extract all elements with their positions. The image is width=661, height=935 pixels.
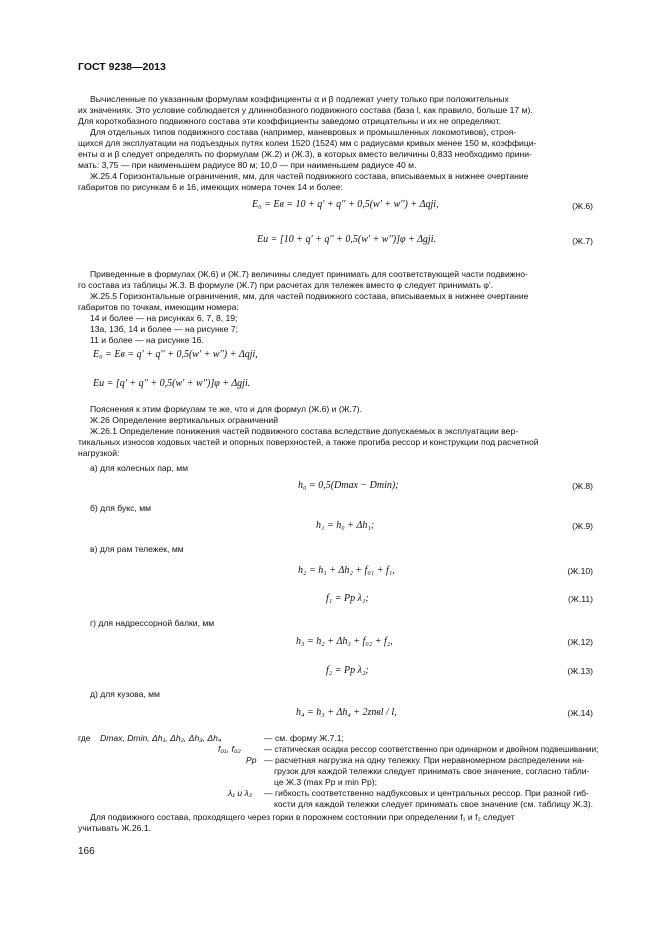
formula-zh12: h₃ = h₂ + Δh₃ + f₀₂ + f₂, — [296, 636, 393, 647]
formula-number: (Ж.10) — [567, 566, 593, 576]
where-text: це Ж.3 (max Pр и min Pр); — [274, 777, 378, 787]
where-symbol: f₀₁, f₀₂ — [218, 744, 241, 754]
formula-number: (Ж.8) — [572, 481, 593, 491]
formula-number: (Ж.14) — [567, 708, 593, 718]
formula-zh6: E₀ = Eв = 10 + q' + q'' + 0,5(w' + w'') + Δqji, — [252, 199, 439, 210]
item-label: а) для колесных пар, мм — [90, 463, 189, 473]
formula-number: (Ж.6) — [572, 201, 593, 211]
where-text: — расчетная нагрузка на одну тележку. При неравномерном распределении на- — [264, 755, 585, 765]
list-item: 13а, 13б, 14 и более — на рисунке 7; — [90, 324, 238, 334]
paragraph-line: Для подвижного состава, проходящего через горки в порожнем состоянии при определении f₁ и f₂ следует — [90, 812, 515, 822]
formula-ei-lower: Eи = [q' + q'' + 0,5(w' + w'')]φ + Δgji. — [93, 378, 251, 389]
page-number: 166 — [78, 846, 95, 857]
where-prefix: где — [78, 733, 91, 743]
paragraph-line: го состава из таблицы Ж.3. В формуле (Ж.7) при расчетах для тележек вместо φ следует принимать φ'. — [78, 280, 494, 290]
formula-zh13: f₂ = Pр λ₂; — [326, 665, 369, 676]
formula-zh10: h₂ = h₁ + Δh₂ + f₀₁ + f₁, — [298, 565, 395, 576]
paragraph-line: Ж.26.1 Определение понижения частей подвижного состава вследствие допускаемых в эксплуатации вер- — [90, 426, 519, 436]
item-label: д) для кузова, мм — [90, 689, 160, 699]
formula-zh14: h₄ = h₃ + Δh₄ + 2znвl / l, — [296, 707, 397, 718]
where-text: — см. форму Ж.7.1; — [264, 733, 344, 743]
paragraph-line: мать: 3,75 — при наименьшем радиусе 80 м; 10,0 — при наименьшем радиусе 40 м. — [78, 160, 417, 170]
formula-zh8: h₀ = 0,5(Dmax − Dmin); — [298, 480, 399, 491]
formula-zh9: h₁ = h₀ + Δh₁; — [316, 520, 375, 531]
formula-zh7: Eи = [10 + q' + q'' + 0,5(w' + w'')]φ + Δgji. — [257, 234, 436, 245]
formula-number: (Ж.7) — [572, 236, 593, 246]
item-label: в) для рам тележек, мм — [90, 544, 184, 554]
paragraph-line: Приведенные в формулах (Ж.6) и (Ж.7) величины следует принимать для соответствующей части подвижно- — [90, 269, 528, 279]
paragraph-line: щихся для эксплуатации на подъездных путях колеи 1520 (1524) мм с радиусами кривых менее 150 м, коэффици- — [78, 138, 537, 148]
paragraph-line: учитывать Ж.26.1. — [78, 823, 151, 833]
paragraph-line: их значениях. Это условие соблюдается у длиннобазного подвижного состава (база l, как правило, больше 17 м). — [78, 105, 533, 115]
paragraph-line: нагрузкой: — [78, 448, 120, 458]
where-symbol: Pр — [246, 755, 257, 765]
paragraph-line: Для короткобазного подвижного состава эти коэффициенты заведомо отрицательны и их не определяют. — [78, 116, 501, 126]
where-text: — гибкость соответственно надбуксовых и центральных рессор. При разной гиб- — [264, 788, 589, 798]
paragraph-line: Ж.25.5 Горизонтальные ограничения, мм, для частей подвижного состава, вписываемых в нижнее очертание — [90, 291, 529, 301]
paragraph-line: габаритов по точкам, имеющим номера: — [78, 302, 239, 312]
formula-e0-lower: E₀ = Eв = q' + q'' + 0,5(w' + w'') + Δqji, — [93, 349, 258, 360]
paragraph-line: габаритов по рисункам 6 и 16, имеющих номера точек 14 и более: — [78, 182, 343, 192]
item-label: г) для надрессорной балки, мм — [90, 618, 215, 628]
paragraph-line: Вычисленные по указанным формулам коэффициенты α и β подлежат учету только при положительных — [90, 94, 509, 104]
where-text: грузок для каждой тележки следует принимать свое значение, согласно табли- — [274, 766, 590, 776]
where-symbol: λ₁ и λ₂ — [228, 788, 253, 798]
paragraph-line: Пояснения к этим формулам те же, что и для формул (Ж.6) и (Ж.7). — [90, 404, 363, 414]
formula-number: (Ж.12) — [567, 637, 593, 647]
formula-number: (Ж.13) — [567, 666, 593, 676]
where-text: кости для каждой тележки следует принимать свое значение (см. таблицу Ж.3). — [274, 799, 594, 809]
section-heading: Ж.26 Определение вертикальных ограничений — [90, 415, 279, 425]
paragraph-line: тикальных износов ходовых частей и опорных поверхностей, а также прогиба рессор и конструкции под расчетной — [78, 437, 539, 447]
paragraph-line: енты α и β следует определять по формулам (Ж.2) и (Ж.3), в которых вместо величины 0,833 необходимо прини- — [78, 149, 532, 159]
formula-number: (Ж.9) — [572, 521, 593, 531]
paragraph-line: Для отдельных типов подвижного состава (например, маневровых и промышленных локомотивов), строя- — [90, 127, 517, 137]
formula-zh11: f₁ = Pр λ₁; — [326, 593, 369, 604]
list-item: 14 и более — на рисунках 6, 7, 8, 19; — [90, 313, 238, 323]
document-header: ГОСТ 9238—2013 — [78, 61, 166, 73]
list-item: 11 и более — на рисунке 16. — [90, 335, 204, 345]
formula-number: (Ж.11) — [568, 594, 593, 604]
paragraph-line: Ж.25.4 Горизонтальные ограничения, мм, для частей подвижного состава, вписываемых в нижнее очертание — [90, 171, 529, 181]
where-text: — статическая осадка рессор соответственно при одинарном и двойном подвешивании; — [264, 745, 599, 754]
item-label: б) для букс, мм — [90, 503, 152, 513]
where-symbol: Dmax, Dmin, Δh₁, Δh₂, Δh₃, Δh₄ — [100, 733, 222, 743]
